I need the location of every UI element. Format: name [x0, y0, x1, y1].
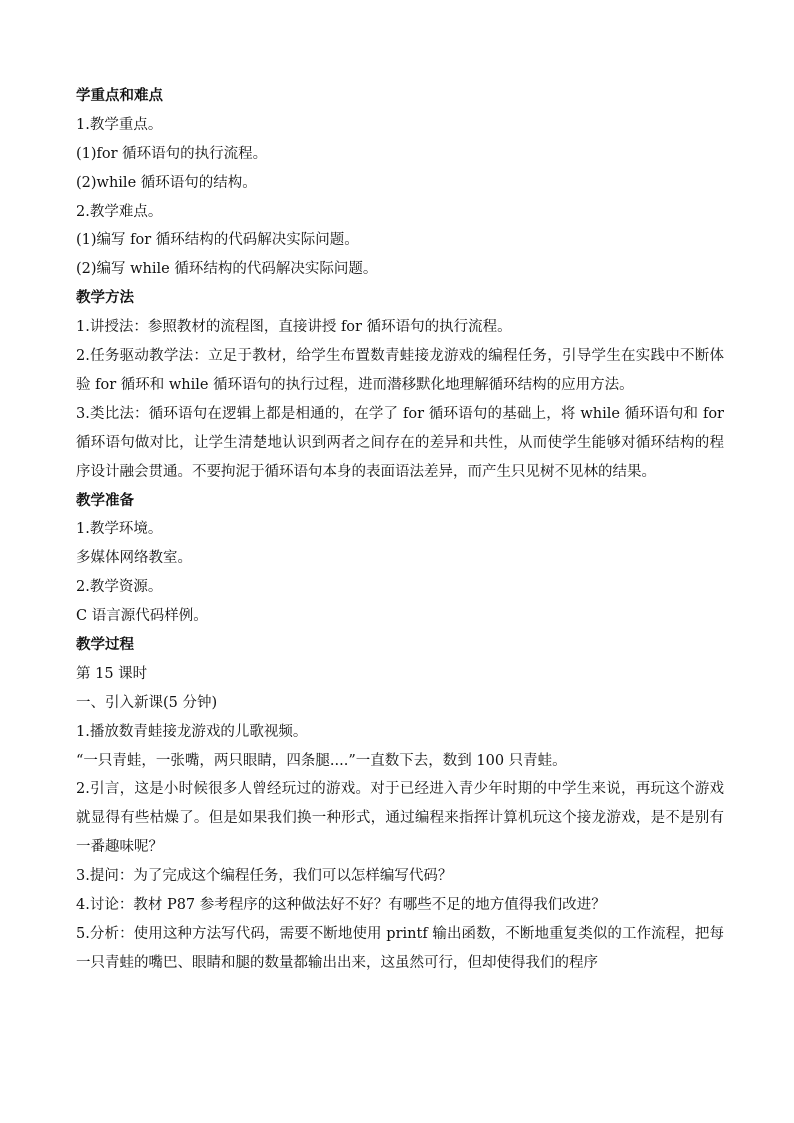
- paragraph: 5.分析：使用这种方法写代码，需要不断地使用 printf 输出函数，不断地重复类似的工作流程，把每一只青蛙的嘴巴、眼睛和腿的数量都输出出来，这虽然可行，但却使得我们的程序: [76, 925, 724, 971]
- section-heading-preparation: 教学准备: [76, 492, 134, 509]
- paragraph: 2.引言，这是小时候很多人曾经玩过的游戏。对于已经进入青少年时期的中学生来说，再玩这个游戏就显得有些枯燥了。但是如果我们换一种形式，通过编程来指挥计算机玩这个接龙游戏，是不是别有一番趣味呢？: [76, 781, 724, 856]
- text-line: 第 15 课时: [76, 665, 148, 682]
- text-line: 3.提问：为了完成这个编程任务，我们可以怎样编写代码？: [76, 868, 453, 885]
- text-line: 2.教学资源。: [76, 579, 163, 596]
- text-line: 一、引入新课(5 分钟): [76, 694, 218, 711]
- text-line: 1.教学重点。: [76, 116, 163, 133]
- section-heading-methods: 教学方法: [76, 290, 134, 307]
- document-body: [76, 82, 724, 978]
- paragraph: 2.任务驱动教学法：立足于教材，给学生布置数青蛙接龙游戏的编程任务，引导学生在实践中不断体验 for 循环和 while 循环语句的执行过程，进而潜移默化地理解循环结构的应用方法。: [76, 348, 724, 393]
- text-line: 多媒体网络教室。: [76, 550, 192, 567]
- text-line: C 语言源代码样例。: [76, 608, 208, 625]
- text-line: 1.教学环境。: [76, 521, 163, 538]
- text-line: 2.教学难点。: [76, 203, 163, 220]
- text-line: 4.讨论：教材 P87 参考程序的这种做法好不好？有哪些不足的地方值得我们改进？: [76, 897, 606, 914]
- text-line: (1)编写 for 循环结构的代码解决实际问题。: [76, 232, 359, 249]
- text-line: (2)编写 while 循环结构的代码解决实际问题。: [76, 261, 378, 278]
- section-heading-key-points: 学重点和难点: [76, 88, 163, 104]
- text-line: (1)for 循环语句的执行流程。: [76, 145, 268, 162]
- section-heading-process: 教学过程: [76, 637, 134, 654]
- text-line: (2)while 循环语句的结构。: [76, 174, 257, 191]
- text-line: 1.播放数青蛙接龙游戏的儿歌视频。: [76, 723, 308, 740]
- paragraph: 3.类比法：循环语句在逻辑上都是相通的，在学了 for 循环语句的基础上，将 while 循环语句和 for 循环语句做对比，让学生清楚地认识到两者之间存在的差异和共性，从而使学生能够对循环结构的程序设计融会贯通。不要拘泥于循环语句本身的表面语法差异，而产生只见树不见林的结果。: [76, 405, 724, 480]
- text-line: “一只青蛙，一张嘴，两只眼睛，四条腿....”一直数下去，数到 100 只青蛙。: [76, 752, 567, 769]
- paragraph: 1.讲授法：参照教材的流程图，直接讲授 for 循环语句的执行流程。: [76, 319, 512, 336]
